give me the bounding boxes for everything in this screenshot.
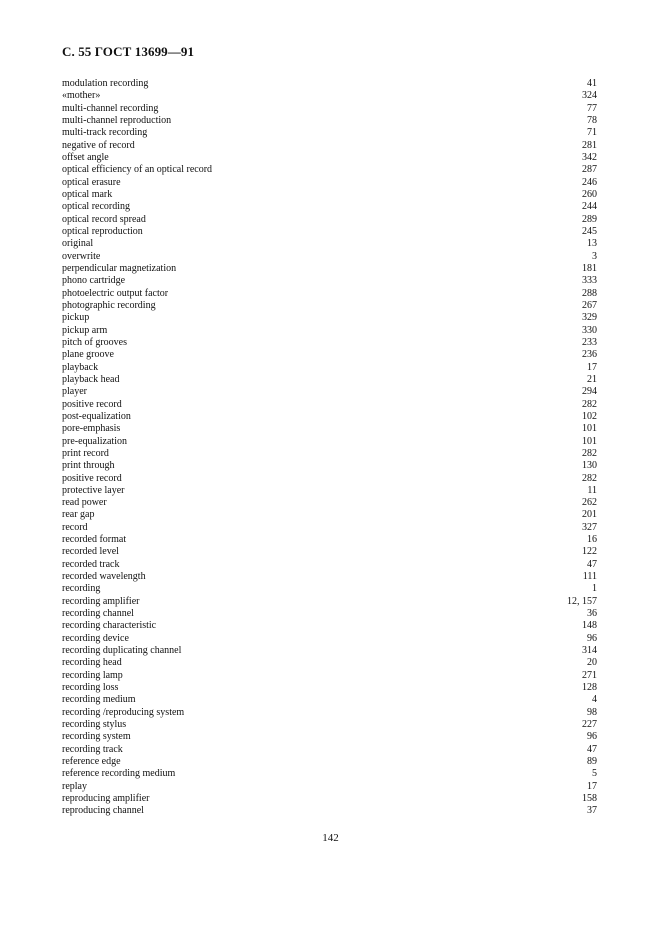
index-page-ref: 4 — [592, 694, 597, 706]
index-entry — [62, 275, 597, 287]
index-term: pore-emphasis — [62, 423, 121, 435]
index-term: pitch of grooves — [62, 336, 127, 348]
index-term: optical recording — [62, 201, 131, 213]
index-entry — [62, 201, 597, 213]
index-term: reference edge — [62, 756, 121, 768]
index-page-ref: 128 — [582, 682, 597, 694]
index-term: negative of record — [62, 139, 135, 151]
index-entry — [62, 756, 597, 768]
index-page-ref: 287 — [582, 164, 597, 176]
index-entry — [62, 608, 597, 620]
index-entry — [62, 103, 597, 115]
index-term: pickup arm — [62, 324, 108, 336]
index-term: reproducing amplifier — [62, 793, 150, 805]
index-page-ref: 329 — [582, 312, 597, 324]
index-term: recorded track — [62, 558, 120, 570]
index-page-ref: 89 — [587, 756, 597, 768]
index-entry — [62, 214, 597, 226]
index-term: phono cartridge — [62, 275, 126, 287]
index-page-ref: 245 — [582, 225, 597, 237]
index-term: pre-equalization — [62, 435, 127, 447]
index-entry — [62, 189, 597, 201]
index-page-ref: 17 — [587, 361, 597, 373]
index-entry — [62, 497, 597, 509]
index-term: print record — [62, 447, 109, 459]
page-header: С. 55 ГОСТ 13699—91 — [62, 44, 195, 59]
index-entry — [62, 152, 597, 164]
index-entry — [62, 485, 597, 497]
index-term: photographic recording — [62, 299, 156, 311]
index-term: multi-channel reproduction — [62, 114, 172, 126]
index-page-ref: 13 — [587, 238, 597, 250]
index-page-ref: 47 — [587, 743, 597, 755]
index-page-ref: 327 — [582, 521, 597, 533]
index-entry — [62, 300, 597, 312]
index-entry — [62, 657, 597, 669]
index-entry — [62, 127, 597, 139]
index-page-ref: 47 — [587, 558, 597, 570]
index-term: playback — [62, 361, 99, 373]
index-entry — [62, 78, 597, 90]
index-entry — [62, 805, 597, 817]
index-page-ref: 3 — [592, 250, 597, 262]
index-page-ref: 281 — [582, 139, 597, 151]
index-page-ref: 98 — [587, 706, 597, 718]
index-page-ref: 130 — [582, 460, 597, 472]
index-entry — [62, 448, 597, 460]
index-term: «mother» — [62, 90, 101, 102]
index-page-ref: 111 — [582, 571, 597, 583]
index-entry — [62, 374, 597, 386]
index-page-ref: 330 — [582, 324, 597, 336]
index-term: recording head — [62, 657, 122, 669]
index-term: recording channel — [62, 608, 134, 620]
index-page-ref: 236 — [582, 349, 597, 361]
index-page-ref: 20 — [587, 657, 597, 669]
index-term: recording loss — [62, 682, 119, 694]
index-term: multi-track recording — [62, 127, 148, 139]
index-term: perpendicular magnetization — [62, 262, 177, 274]
index-page-ref: 282 — [582, 398, 597, 410]
index-page-ref: 288 — [582, 287, 597, 299]
index-term: player — [62, 386, 87, 398]
index-page-ref: 282 — [582, 472, 597, 484]
index-term: reproducing channel — [62, 805, 144, 817]
index-page-ref: 233 — [582, 336, 597, 348]
index-entry — [62, 436, 597, 448]
index-entry — [62, 337, 597, 349]
index-entry — [62, 140, 597, 152]
index-page-ref: 12, 157 — [567, 595, 597, 607]
index-page-ref: 21 — [587, 373, 597, 385]
index-entry — [62, 325, 597, 337]
index-entry — [62, 768, 597, 780]
index-term: photoelectric output factor — [62, 287, 169, 299]
index-term: overwrite — [62, 250, 101, 262]
index-term: recording system — [62, 731, 131, 743]
index-entry — [62, 694, 597, 706]
index-term: recording lamp — [62, 669, 123, 681]
index-page-ref: 342 — [582, 151, 597, 163]
index-term: modulation recording — [62, 78, 149, 89]
index-entry — [62, 423, 597, 435]
index-entry — [62, 633, 597, 645]
index-entry — [62, 288, 597, 300]
index-entry — [62, 164, 597, 176]
index-entry — [62, 238, 597, 250]
index-entry — [62, 177, 597, 189]
index-entry — [62, 509, 597, 521]
index-entry — [62, 534, 597, 546]
index-page-ref: 36 — [587, 608, 597, 620]
index-page-ref: 267 — [582, 299, 597, 311]
index-term: replay — [62, 780, 87, 792]
index-page-ref: 122 — [582, 546, 597, 558]
index-page-ref: 11 — [587, 484, 597, 496]
index-term: recording characteristic — [62, 620, 157, 632]
index-entry — [62, 781, 597, 793]
index-page-ref: 260 — [582, 188, 597, 200]
index-page-ref: 101 — [582, 423, 597, 435]
index-entry — [62, 719, 597, 731]
index-page-ref: 271 — [582, 669, 597, 681]
index-term: recording amplifier — [62, 595, 140, 607]
index-entry — [62, 362, 597, 374]
index-term: optical erasure — [62, 176, 121, 188]
index-entry — [62, 744, 597, 756]
index-page-ref: 96 — [587, 731, 597, 743]
index-page-ref: 37 — [587, 805, 597, 817]
index-entry — [62, 522, 597, 534]
index-page-ref: 102 — [582, 410, 597, 422]
index-term: reference recording medium — [62, 768, 176, 780]
index-entry — [62, 793, 597, 805]
index-entry — [62, 90, 597, 102]
index-entry — [62, 460, 597, 472]
index-page-ref: 71 — [587, 127, 597, 139]
index-entry — [62, 620, 597, 632]
index-term: recorded wavelength — [62, 571, 146, 583]
index-term: optical record spread — [62, 213, 146, 225]
index-term: optical mark — [62, 188, 113, 200]
index-term: recording medium — [62, 694, 136, 706]
index-term: record — [62, 521, 88, 533]
index-page-ref: 16 — [587, 534, 597, 546]
index-term: rear gap — [62, 509, 95, 521]
index-entry — [62, 707, 597, 719]
index-page-ref: 246 — [582, 176, 597, 188]
index-entry — [62, 386, 597, 398]
index-entry — [62, 473, 597, 485]
index-page-ref: 227 — [582, 719, 597, 731]
index-term: offset angle — [62, 151, 109, 163]
index-entry — [62, 411, 597, 423]
index-entry — [62, 312, 597, 324]
index-page-ref: 181 — [582, 262, 597, 274]
index-page-ref: 5 — [592, 768, 597, 780]
index-page-ref: 324 — [582, 90, 597, 102]
index-term: multi-channel recording — [62, 102, 159, 114]
index-list — [62, 78, 597, 818]
index-term: recording stylus — [62, 719, 127, 731]
index-term: plane groove — [62, 349, 114, 361]
index-entry — [62, 349, 597, 361]
index-page-ref: 262 — [582, 497, 597, 509]
index-page-ref: 41 — [587, 78, 597, 89]
index-term: recorded format — [62, 534, 127, 546]
index-entry — [62, 251, 597, 263]
index-page-ref: 158 — [582, 793, 597, 805]
index-term: positive record — [62, 398, 122, 410]
index-page-ref: 333 — [582, 275, 597, 287]
index-term: positive record — [62, 472, 122, 484]
index-page-ref: 289 — [582, 213, 597, 225]
index-entry — [62, 115, 597, 127]
page-number: 142 — [322, 832, 339, 844]
index-entry — [62, 670, 597, 682]
index-entry — [62, 731, 597, 743]
index-entry — [62, 645, 597, 657]
index-page-ref: 244 — [582, 201, 597, 213]
index-term: recording /reproducing system — [62, 706, 185, 718]
index-page-ref: 148 — [582, 620, 597, 632]
index-page-ref: 77 — [587, 102, 597, 114]
index-term: playback head — [62, 373, 120, 385]
index-entry — [62, 682, 597, 694]
index-page-ref: 294 — [582, 386, 597, 398]
index-entry — [62, 559, 597, 571]
index-term: pickup — [62, 312, 90, 324]
index-term: recording device — [62, 632, 129, 644]
index-term: optical efficiency of an optical record — [62, 164, 213, 176]
index-entry — [62, 571, 597, 583]
index-page-ref: 1 — [592, 583, 597, 595]
index-page-ref: 282 — [582, 447, 597, 459]
index-page-ref: 96 — [587, 632, 597, 644]
index-term: recording track — [62, 743, 123, 755]
index-entry — [62, 263, 597, 275]
index-page-ref: 314 — [582, 645, 597, 657]
index-term: post-equalization — [62, 410, 131, 422]
index-term: recording duplicating channel — [62, 645, 182, 657]
index-page-ref: 201 — [582, 509, 597, 521]
index-term: protective layer — [62, 484, 125, 496]
index-term: print through — [62, 460, 115, 472]
index-entry — [62, 583, 597, 595]
index-term: original — [62, 238, 94, 250]
index-term: optical reproduction — [62, 225, 143, 237]
index-page-ref: 78 — [587, 114, 597, 126]
index-entry — [62, 596, 597, 608]
index-page-ref: 17 — [587, 780, 597, 792]
index-entry — [62, 226, 597, 238]
index-page-ref: 101 — [582, 435, 597, 447]
index-entry — [62, 399, 597, 411]
index-term: recording — [62, 583, 101, 595]
index-term: read power — [62, 497, 107, 509]
index-term: recorded level — [62, 546, 119, 558]
index-entry — [62, 546, 597, 558]
